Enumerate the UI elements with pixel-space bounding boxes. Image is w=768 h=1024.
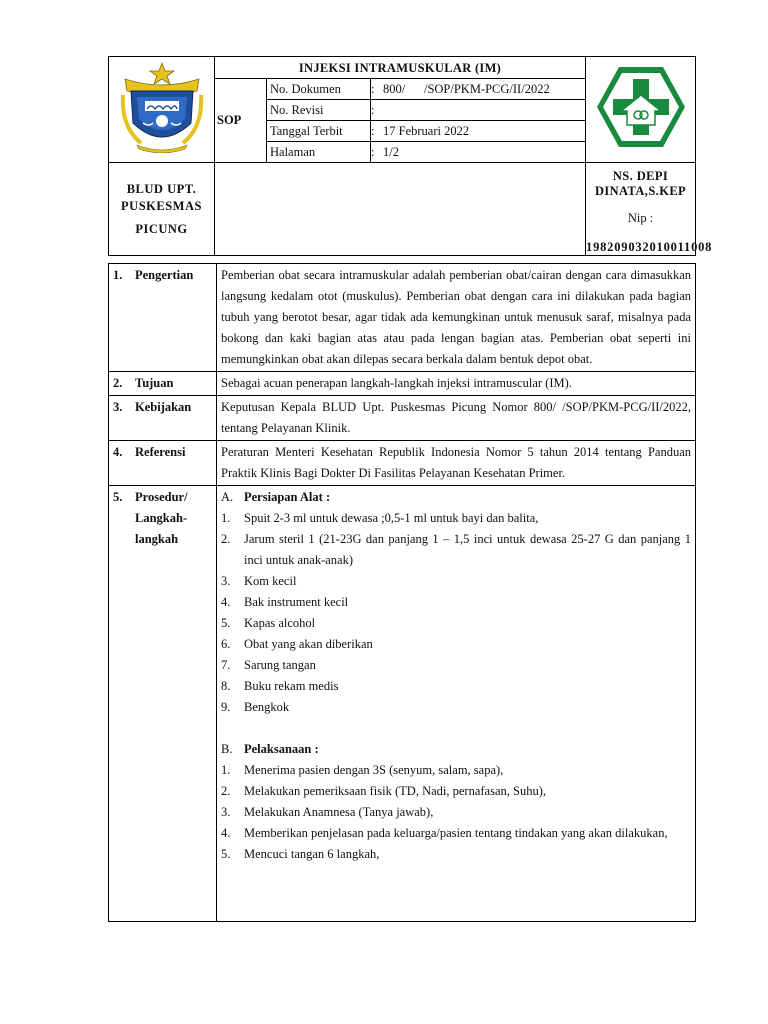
equipment-list: [221, 508, 691, 718]
meta-label-tanggal-terbit: Tanggal Terbit: [267, 121, 371, 142]
equipment-item: 8. Buku rekam medis: [221, 679, 339, 693]
subheading-pelaksanaan: B. Pelaksanaan :: [221, 742, 319, 756]
step-item: 4. Memberikan penjelasan pada keluarga/pasien tentang tindakan yang akan dilakukan,: [221, 826, 668, 840]
equipment-item: 2. Jarum steril 1 (21-23G dan panjang 1 – 1,5 inci untuk dewasa 25-27 G dan panjang 1 inci untuk anak-anak): [221, 532, 691, 567]
meta-label-halaman: Halaman: [267, 142, 371, 163]
sop-content-table: [108, 263, 696, 922]
step-item: 1. Menerima pasien dengan 3S (senyum, salam, sapa),: [221, 763, 504, 777]
row-pengertian: [109, 264, 696, 372]
row-referensi: [109, 441, 696, 486]
organization-name: BLUD UPT. PUSKESMAS PICUNG: [109, 163, 215, 256]
section-title-kebijakan: 3. Kebijakan: [109, 396, 217, 441]
row-tujuan: [109, 372, 696, 396]
signer-name: NS. DEPI DINATA,S.KEP: [594, 169, 687, 198]
document-title-cell: [215, 57, 586, 79]
equipment-item: 4. Bak instrument kecil: [221, 595, 349, 609]
health-logo-cell: [586, 57, 696, 163]
section-text-pengertian: Pemberian obat secara intramuskular adalah pemberian obat/cairan dengan cara dimasukkan langsung kedalam otot (muskulus). Pemberian obat dengan cara ini dilakukan pada bagian tubuh yang berotot besar, agar tidak ada kemungkinan untuk menusuk saraf, misalnya pada bokong dan kaki bagian atas atau pada lengan bagian atas. Pemberian obat seperti ini memungkinkan obat akan dilepas secara berkala dalam bentuk depot obat.: [217, 264, 696, 372]
section-title-tujuan: 2. Tujuan: [109, 372, 217, 396]
row-kebijakan: [109, 396, 696, 441]
step-item: 5. Mencuci tangan 6 langkah,: [221, 847, 380, 861]
section-text-referensi: Peraturan Menteri Kesehatan Republik Indonesia Nomor 5 tahun 2014 tentang Panduan Praktik Klinis Bagi Dokter Di Fasilitas Pelayanan Kesehatan Primer.: [217, 441, 696, 486]
regional-emblem-cell: [109, 57, 215, 163]
meta-value-no-revisi: :: [371, 100, 586, 121]
meta-label-no-dokumen: No. Dokumen: [267, 79, 371, 100]
equipment-item: 7. Sarung tangan: [221, 658, 316, 672]
health-cross-logo-icon: [595, 65, 687, 149]
meta-value-halaman: : 1/2: [371, 142, 586, 163]
section-title-pengertian: 1. Pengertian: [109, 264, 217, 372]
section-title-prosedur: 5. Prosedur/ Langkah- langkah: [109, 486, 217, 922]
nip-number: 198209032010011008: [586, 240, 713, 254]
meta-value-tanggal-terbit: : 17 Februari 2022: [371, 121, 586, 142]
signature-block: [586, 163, 713, 256]
sop-label: SOP: [215, 79, 267, 163]
equipment-item: 9. Bengkok: [221, 700, 290, 714]
step-item: 3. Melakukan Anamnesa (Tanya jawab),: [221, 805, 434, 819]
regional-emblem-icon: [119, 61, 205, 153]
equipment-item: 5. Kapas alcohol: [221, 616, 316, 630]
meta-label-no-revisi: No. Revisi: [267, 100, 371, 121]
meta-value-no-dokumen: : 800/ /SOP/PKM-PCG/II/2022: [371, 79, 586, 100]
equipment-item: 3. Kom kecil: [221, 574, 297, 588]
equipment-item: 1. Spuit 2-3 ml untuk dewasa ;0,5-1 ml untuk bayi dan balita,: [221, 511, 539, 525]
equipment-item: 6. Obat yang akan diberikan: [221, 637, 373, 651]
document-title: INJEKSI INTRAMUSKULAR (IM): [298, 61, 502, 75]
steps-list: [221, 760, 691, 865]
section-title-referensi: 4. Referensi: [109, 441, 217, 486]
document-header: [108, 56, 713, 256]
blank-cell: [215, 163, 586, 256]
subheading-persiapan-alat: A. Persiapan Alat :: [221, 490, 331, 504]
nip-label: Nip :: [627, 211, 654, 225]
section-text-kebijakan: Keputusan Kepala BLUD Upt. Puskesmas Picung Nomor 800/ /SOP/PKM-PCG/II/2022, tentang Pelayanan Klinik.: [217, 396, 696, 441]
step-item: 2. Melakukan pemeriksaan fisik (TD, Nadi, pernafasan, Suhu),: [221, 784, 546, 798]
section-text-prosedur: [217, 486, 696, 922]
section-text-tujuan: Sebagai acuan penerapan langkah-langkah injeksi intramuscular (IM).: [217, 372, 696, 396]
row-prosedur: [109, 486, 696, 922]
